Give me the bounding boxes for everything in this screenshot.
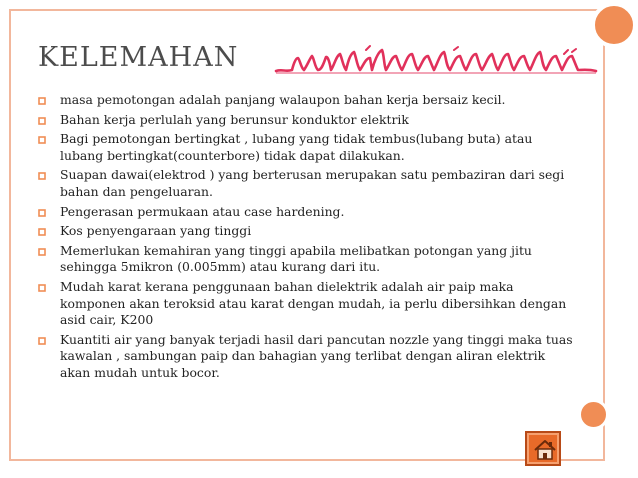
bullet-marker-icon xyxy=(38,228,46,236)
list-item xyxy=(38,204,578,221)
bullet-marker-icon xyxy=(38,97,46,105)
handwritten-squiggle-ornament xyxy=(274,44,604,84)
bullet-marker-icon xyxy=(38,284,46,292)
bullet-text: Bagi pemotongan bertingkat , lubang yang tidak tembus(lubang buta) atau lubang bertingkat(counterbore) tidak dapat dilakukan. xyxy=(60,131,533,163)
bullet-marker-icon xyxy=(38,117,46,125)
bullet-marker-icon xyxy=(38,209,46,217)
list-item xyxy=(38,92,578,109)
bullet-marker-icon xyxy=(38,172,46,180)
list-item xyxy=(38,167,578,200)
bullet-text: Suapan dawai(elektrod ) yang berterusan merupakan satu pembaziran dari segi bahan dan pengeluaran. xyxy=(60,167,565,199)
bullet-list xyxy=(38,92,578,385)
bullet-marker-icon xyxy=(38,337,46,345)
list-item xyxy=(38,112,578,129)
bullet-text: masa pemotongan adalah panjang walaupon bahan kerja bersaiz kecil. xyxy=(60,92,506,107)
list-item xyxy=(38,223,578,240)
list-item xyxy=(38,243,578,276)
list-item xyxy=(38,332,578,382)
bullet-marker-icon xyxy=(38,136,46,144)
side-circle-decoration xyxy=(578,399,609,430)
home-button[interactable] xyxy=(525,431,561,466)
bullet-marker-icon xyxy=(38,248,46,256)
bullet-text: Pengerasan permukaan atau case hardening. xyxy=(60,203,345,219)
list-item xyxy=(38,131,578,164)
home-icon xyxy=(533,439,557,461)
bullet-text: Kos penyengaraan yang tinggi xyxy=(60,223,252,239)
corner-circle-decoration xyxy=(591,2,637,48)
bullet-text: Mudah karat kerana penggunaan bahan dielektrik adalah air paip maka komponen akan teroksid atau karat dengan mudah, ia perlu dibersihkan dengan asid cair, K200 xyxy=(60,278,567,328)
list-item xyxy=(38,279,578,329)
bullet-text: Bahan kerja perlulah yang berunsur konduktor elektrik xyxy=(60,111,409,127)
bullet-text: Memerlukan kemahiran yang tinggi apabila melibatkan potongan yang jitu sehingga 5mikron (0.005mm) atau kurang dari itu. xyxy=(60,242,532,275)
slide-title: KELEMAHAN xyxy=(38,42,239,73)
bullet-text: Kuantiti air yang banyak terjadi hasil dari pancutan nozzle yang tinggi maka tuas kawalan , sambungan paip dan bahagian yang terlibat dengan aliran elektrik akan mudah untuk bocor. xyxy=(60,331,573,380)
